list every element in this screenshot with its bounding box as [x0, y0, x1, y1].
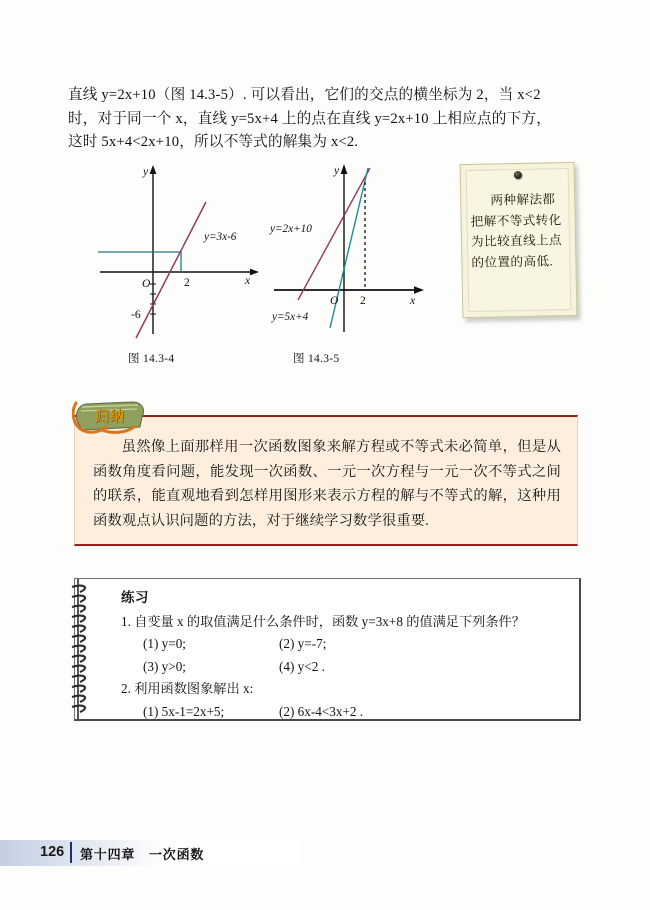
exercise-1-3: (3) y>0; — [143, 658, 186, 674]
pin-icon — [513, 171, 521, 179]
figure-caption-1: 图 14.3-4 — [128, 353, 175, 365]
summary-text: 虽然像上面那样用一次函数图象来解方程或不等式未必简单，但是从函数角度看问题，能发现一次函数、一元一次方程与一元一次不等式之间的联系，能直观地看到怎样用图形来表示方程的解与不等式的解，这种用函数观点认识问题的方法，对于继续学习数学很重要. — [93, 439, 561, 529]
figure-caption-2: 图 14.3-5 — [293, 353, 340, 365]
figure-group — [68, 160, 438, 375]
svg-text:2: 2 — [184, 277, 190, 289]
page-number: 126 — [40, 844, 65, 860]
body-line-1: 直线 y=2x+10（图 14.3-5）. 可以看出，它们的交点的横坐标为 2，当 x<2 — [68, 87, 541, 103]
svg-text:x: x — [245, 275, 251, 287]
exercise-item-2: 2. 利用函数图象解出 x: — [121, 681, 254, 697]
figure-14-3-4-plot — [98, 160, 263, 345]
exercise-box — [74, 578, 581, 721]
chapter-title: 第十四章 一次函数 — [80, 847, 205, 862]
body-line-2: 时，对于同一个 x，直线 y=5x+4 上的点在直线 y=2x+10 上相应点的下方， — [68, 110, 551, 127]
sticky-note — [460, 162, 578, 318]
body-line-3: 这时 5x+4<2x+10，所以不等式的解集为 x<2. — [68, 134, 359, 150]
svg-text:-6: -6 — [131, 309, 141, 321]
svg-text:y=2x+10: y=2x+10 — [270, 223, 312, 235]
svg-text:y: y — [143, 166, 149, 178]
body-paragraph — [68, 84, 584, 155]
summary-box — [74, 410, 578, 546]
svg-text:x: x — [410, 295, 416, 307]
page-footer — [0, 840, 300, 866]
exercise-content — [121, 587, 569, 724]
svg-text:y=5x+4: y=5x+4 — [272, 311, 309, 323]
svg-text:y=3x-6: y=3x-6 — [204, 231, 237, 243]
svg-text:O: O — [330, 295, 339, 307]
exercise-item-1-row-2 — [121, 656, 569, 679]
summary-badge-label: 归纳 — [95, 410, 125, 425]
exercise-item-1-row-1 — [121, 633, 569, 656]
exercise-item-1: 1. 自变量 x 的取值满足什么条件时，函数 y=3x+8 的值满足下列条件？ — [121, 613, 525, 629]
summary-badge — [72, 397, 148, 435]
exercise-2-2: (2) 6x-4<3x+2 . — [279, 703, 364, 719]
svg-text:y: y — [334, 165, 340, 177]
exercise-1-2: (2) y=-7; — [279, 636, 327, 652]
sticky-note-text: 两种解法都把解不等式转化为比较直线上点的位置的高低. — [470, 192, 563, 270]
footer-divider — [70, 842, 72, 863]
spiral-binding-icon — [68, 579, 96, 719]
figure-14-3-5-plot — [268, 160, 438, 345]
figure-14-3-4 — [98, 160, 263, 345]
figure-14-3-5 — [268, 160, 438, 345]
exercise-1-1: (1) y=0; — [143, 636, 186, 652]
svg-text:2: 2 — [360, 295, 366, 307]
exercise-item-2-row-1 — [121, 701, 569, 724]
exercise-1-4: (4) y<2 . — [279, 658, 325, 674]
exercise-heading: 练习 — [121, 590, 149, 605]
svg-text:O: O — [142, 278, 151, 290]
exercise-2-1: (1) 5x-1=2x+5; — [143, 703, 225, 719]
